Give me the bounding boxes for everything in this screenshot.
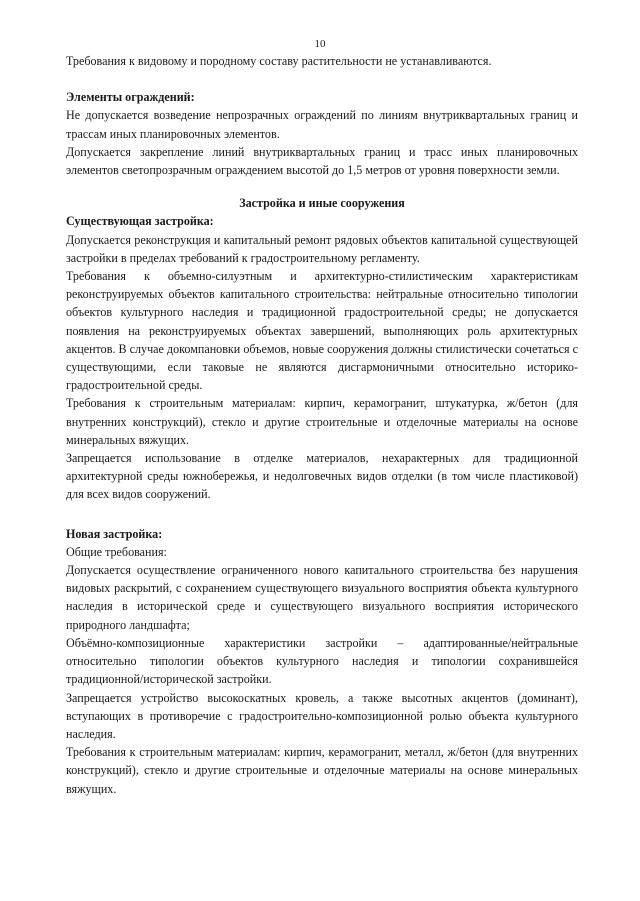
general-requirements-subheading: Общие требования: [66,544,167,559]
fences-paragraph: Допускается закрепление линий внутриквартальных границ и трасс иных планировочных элементов светопрозрачным ограждением высотой до 1,5 метров от уровня поверхности земли. [66,144,578,178]
section-title: Застройка и иные сооружения [239,196,405,211]
existing-buildings-paragraph: Допускается реконструкция и капитальный ремонт рядовых объектов капитальной существующей застройки в пределах требований к градостроительному регламенту. [66,232,578,265]
existing-buildings-paragraph: Требования к объемно-силуэтным и архитектурно-стилистическим характеристикам реконструируемых объектов капитального строительства: нейтральные относительно типологии объектов культурного наследия и традиционной градостроительной среды; не допускается появления на реконструируемых объектах завершений, выполняющих роль архитектурных акцентов. В случае докомпановки объемов, новые сооружения должны стилистически сочетаться с существующими, если таковые не являются дисгармоничными относительно историко-градостроительной среды. [66,269,578,393]
fences-heading: Элементы ограждений: [66,90,195,105]
new-buildings-paragraph: Допускается осуществление ограниченного нового капитального строительства без нарушения видовых раскрытий, с сохранением существующего визуального восприятия объекта культурного наследия в исторической среде и существующего визуального восприятия исторического природного ландшафта; [66,563,578,632]
fences-paragraph: Не допускается возведение непрозрачных ограждений по линиям внутриквартальных границ и трассам иных планировочных элементов. [66,108,578,141]
existing-buildings-paragraph: Требования к строительным материалам: кирпич, керамогранит, штукатурка, ж/бетон (для внутренних конструкций), стекло и другие строительные и отделочные материалы на основе минеральных вяжущих. [66,396,578,447]
spacer [66,179,578,194]
new-buildings-paragraph: Требования к строительным материалам: кирпич, керамогранит, металл, ж/бетон (для внутренних конструкций), стекло и другие строительные и отделочные материалы на основе минеральных вяжущих. [66,745,578,796]
vegetation-requirement: Требования к видовому и породному составу растительности не устанавливаются. [66,54,492,68]
spacer [66,504,578,525]
page-content [66,52,578,798]
new-buildings-heading: Новая застройка: [66,526,163,541]
existing-buildings-heading: Существующая застройка: [66,214,214,229]
new-buildings-paragraph: Запрещается устройство высокоскатных кровель, а также высотных акцентов (доминант), вступающих в противоречие с градостроительно-композиционной ролью объекта культурного наследия. [66,690,578,741]
spacer [66,70,578,88]
page-number: 10 [314,38,326,50]
existing-buildings-paragraph: Запрещается использование в отделке материалов, нехарактерных для традиционной архитектурной среды южнобережья, и недолговечных видов отделки (в том числе пластиковой) для всех видов сооружений. [66,451,578,502]
new-buildings-paragraph: Объёмно-композиционные характеристики застройки – адаптированные/нейтральные относительно типологии объектов культурного наследия и типологии сохранившейся традиционной/исторической застройки. [66,635,578,687]
